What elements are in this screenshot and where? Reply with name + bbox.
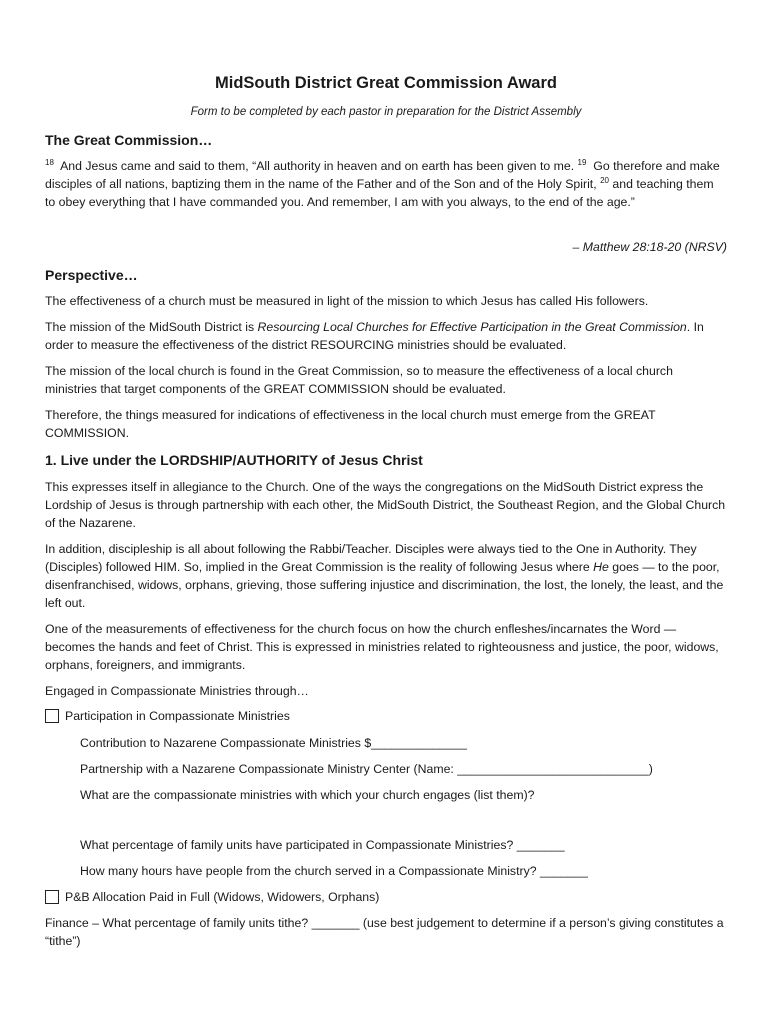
- section-1-p2-start: In addition, discipleship is all about following the Rabbi/Teacher. Disciples were always tied to the One in Authority. They (Disciples) followed HIM. So, implied in the Great Commission is the reality of following Jesus where: [45, 542, 697, 574]
- compassionate-ministries-option[interactable]: [45, 707, 290, 725]
- section-1-p2-end: goes — to the poor, disenfranchised, widows, orphans, grieving, those suffering injustice and discrimination, the lost, the lonely, the least, and the left out.: [45, 560, 724, 610]
- perspective-paragraph-1: The effectiveness of a church must be measured in light of the mission to which Jesus has called His followers.: [45, 294, 649, 308]
- verse-number-20: 20: [600, 175, 609, 185]
- section-1-paragraph-1: This expresses itself in allegiance to the Church. One of the ways the congregations on the MidSouth District express the Lordship of Jesus is through partnership with each other, the MidSouth District, the Southeast Region, and the Global Church of the Nazarene.: [45, 480, 726, 530]
- engaged-intro: Engaged in Compassionate Ministries through…: [45, 684, 309, 698]
- verse-19-text: Go therefore and make disciples of all nations, baptizing them in the name of the Father and of the Son and of the Holy Spirit,: [45, 159, 720, 191]
- verse-20-text: and teaching them to obey everything that I have commanded you. And remember, I am with you always, to the end of the age.”: [45, 177, 714, 209]
- service-hours-field[interactable]: How many hours have people from the church served in a Compassionate Ministry? _______: [80, 864, 588, 878]
- perspective-paragraph-4: Therefore, the things measured for indications of effectiveness in the local church must emerge from the GREAT COMMISSION.: [45, 408, 656, 440]
- verse-number-18: 18: [45, 157, 54, 167]
- document-title: MidSouth District Great Commission Award: [215, 74, 557, 92]
- perspective-p2-start: The mission of the MidSouth District is: [45, 320, 255, 334]
- document-subtitle: Form to be completed by each pastor in preparation for the District Assembly: [190, 106, 582, 118]
- section-1-paragraph-2: [45, 540, 727, 612]
- verse-number-19: 19: [577, 157, 587, 167]
- family-participation-percentage-field[interactable]: What percentage of family units have participated in Compassionate Ministries? _______: [80, 838, 565, 852]
- district-mission-statement: Resourcing Local Churches for Effective Participation in the Great Commission: [257, 320, 687, 334]
- scripture-citation: – Matthew 28:18-20 (NRSV): [572, 240, 727, 254]
- pb-allocation-label: P&B Allocation Paid in Full (Widows, Widowers, Orphans): [65, 890, 380, 904]
- pb-allocation-option[interactable]: [45, 888, 379, 906]
- perspective-p2-end: . In order to measure the effectiveness of the district RESOURCING ministries should be evaluated.: [45, 320, 704, 352]
- great-commission-heading: The Great Commission…: [45, 132, 213, 148]
- verse-18-text: And Jesus came and said to them, “All authority in heaven and on earth has been given to me.: [60, 159, 575, 173]
- scripture-passage: [45, 157, 727, 211]
- section-1-paragraph-3: One of the measurements of effectiveness for the church focus on how the church enfleshes/incarnates the Word — becomes the hands and feet of Christ. This is expressed in ministries related to righteousness and justice, the poor, widows, orphans, foreigners, and immigrants.: [45, 622, 719, 672]
- section-1-heading: 1. Live under the LORDSHIP/AUTHORITY of Jesus Christ: [45, 452, 423, 468]
- ncm-center-partnership-field[interactable]: Partnership with a Nazarene Compassionate Ministry Center (Name: ____________________________): [80, 762, 653, 776]
- ncm-contribution-field[interactable]: Contribution to Nazarene Compassionate Ministries $______________: [80, 736, 467, 750]
- perspective-paragraph-2: [45, 318, 727, 354]
- compassionate-ministries-checkbox[interactable]: [45, 709, 59, 723]
- section-1-p2-emphasis: He: [593, 560, 609, 574]
- pb-allocation-checkbox[interactable]: [45, 890, 59, 904]
- perspective-paragraph-3: The mission of the local church is found in the Great Commission, so to measure the effectiveness of a local church ministries that target components of the GREAT COMMISSION should be evaluated.: [45, 364, 673, 396]
- compassionate-ministries-label: Participation in Compassionate Ministries: [65, 709, 290, 723]
- perspective-heading: Perspective…: [45, 267, 138, 283]
- finance-tithe-question[interactable]: Finance – What percentage of family units tithe? _______ (use best judgement to determine if a person’s giving constitutes a “tithe”): [45, 916, 724, 948]
- compassionate-ministries-list-prompt: What are the compassionate ministries with which your church engages (list them)?: [80, 788, 535, 802]
